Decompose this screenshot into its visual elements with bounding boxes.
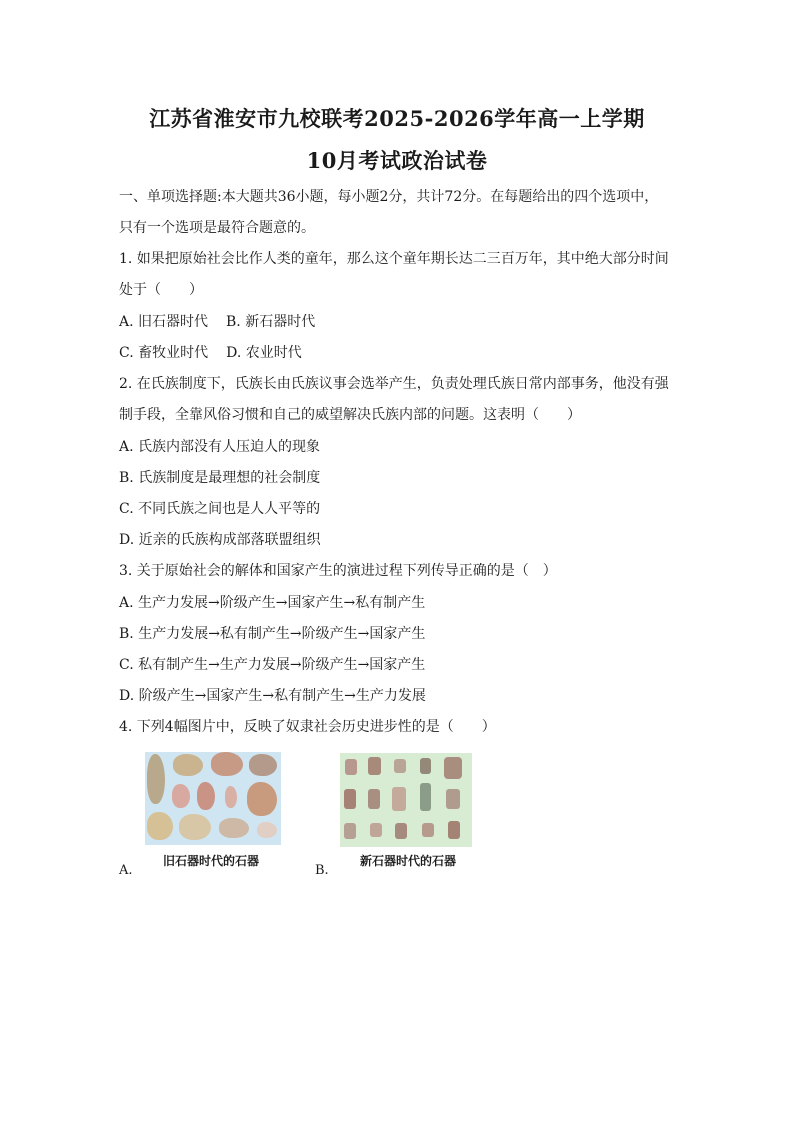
exam-title-line2: 10月考试政治试卷 <box>306 148 488 173</box>
exam-title-line1: 江苏省淮安市九校联考2025-2026学年高一上学期 <box>149 106 645 131</box>
question-3-option-c[interactable]: C. 私有制产生→生产力发展→阶级产生→国家产生 <box>119 657 426 673</box>
question-2-option-d[interactable]: D. 近亲的氏族构成部落联盟组织 <box>119 532 321 548</box>
section-header-line2: 只有一个选项是最符合题意的。 <box>119 220 315 236</box>
question-1-options-row1 <box>119 313 315 331</box>
question-1-option-b[interactable]: B. 新石器时代 <box>226 314 316 330</box>
question-3-option-b[interactable]: B. 生产力发展→私有制产生→阶级产生→国家产生 <box>119 626 426 642</box>
question-1-option-c[interactable]: C. 畜牧业时代 <box>119 345 209 361</box>
question-1-option-a[interactable]: A. 旧石器时代 <box>119 314 209 330</box>
question-1-stem-line1: 1. 如果把原始社会比作人类的童年，那么这个童年期长达二三百万年，其中绝大部分时间 <box>119 251 669 267</box>
question-2-option-b[interactable]: B. 氏族制度是最理想的社会制度 <box>119 470 321 486</box>
question-3-option-a[interactable]: A. 生产力发展→阶级产生→国家产生→私有制产生 <box>119 595 426 611</box>
question-2-stem-line1: 2. 在氏族制度下，氏族长由氏族议事会选举产生，负责处理氏族日常内部事务，他没有强 <box>119 376 669 392</box>
question-4-stem: 4. 下列4幅图片中，反映了奴隶社会历史进步性的是（ ） <box>119 719 496 735</box>
question-3-stem: 3. 关于原始社会的解体和国家产生的演进过程下列传导正确的是（ ） <box>119 563 557 579</box>
question-1-option-d[interactable]: D. 农业时代 <box>226 345 302 361</box>
question-4-option-a-letter[interactable]: A. <box>119 863 133 878</box>
question-2-stem-line2: 制手段，全靠风俗习惯和自己的威望解决氏族内部的问题。这表明（ ） <box>119 407 581 423</box>
paleolithic-stone-tools-image <box>145 752 281 845</box>
question-2-option-a[interactable]: A. 氏族内部没有人压迫人的现象 <box>119 439 321 455</box>
question-1-stem-line2: 处于（ ） <box>119 282 203 298</box>
question-3-option-d[interactable]: D. 阶级产生→国家产生→私有制产生→生产力发展 <box>119 688 426 704</box>
question-4-option-a-caption: 旧石器时代的石器 <box>163 854 260 868</box>
section-header-line1: 一、单项选择题:本大题共36小题，每小题2分，共计72分。在每题给出的四个选项中， <box>119 189 659 205</box>
question-4-option-b-caption: 新石器时代的石器 <box>360 854 457 868</box>
question-2-option-c[interactable]: C. 不同氏族之间也是人人平等的 <box>119 501 321 517</box>
question-4-option-b-letter[interactable]: B. <box>315 863 329 878</box>
neolithic-stone-tools-image <box>340 753 472 847</box>
question-1-options-row2 <box>119 344 302 362</box>
